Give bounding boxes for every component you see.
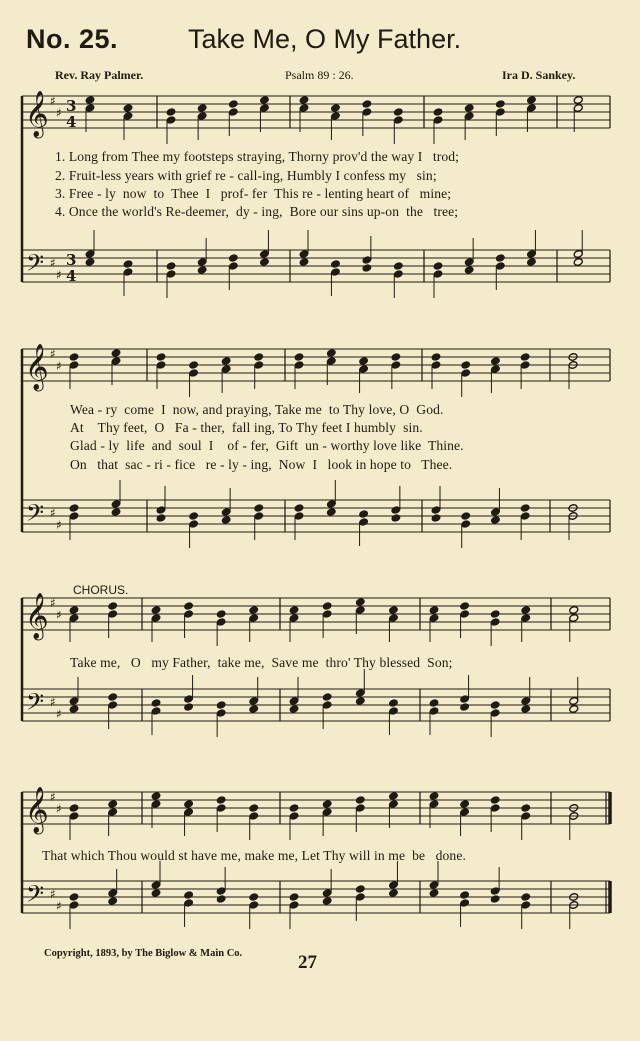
- note-head: [429, 699, 439, 708]
- note-head: [495, 254, 505, 263]
- note-head: [294, 353, 304, 362]
- note-head: [355, 598, 365, 607]
- note-head: [569, 705, 579, 714]
- treble-clef-icon: 𝄞: [25, 91, 49, 137]
- note-head: [490, 796, 500, 805]
- note-head: [123, 104, 133, 113]
- sharp-icon: ♯: [56, 268, 62, 282]
- note-head: [111, 508, 121, 517]
- time-signature: 3: [66, 251, 77, 269]
- note-head: [216, 610, 226, 619]
- note-head: [393, 262, 403, 271]
- sharp-icon: ♯: [56, 608, 62, 622]
- lyric-line: Wea - ry come I now, and praying, Take me to Thy love, O God.: [70, 402, 444, 417]
- lyric-line: 4. Once the world's Re-deemer, dy - ing, Bore our sins up-on the tree;: [55, 204, 459, 219]
- note-head: [461, 512, 471, 521]
- note-head: [85, 96, 95, 105]
- note-head: [151, 889, 161, 898]
- note-head: [388, 606, 398, 615]
- hymn-title: Take Me, O My Father.: [188, 24, 462, 54]
- note-head: [433, 108, 443, 117]
- note-head: [228, 100, 238, 109]
- note-head: [521, 606, 531, 615]
- note-head: [166, 262, 176, 271]
- note-head: [490, 357, 500, 366]
- sharp-icon: ♯: [50, 695, 56, 709]
- copyright-notice: Copyright, 1893, by The Biglow & Main Co.: [44, 948, 243, 959]
- note-head: [156, 514, 166, 523]
- time-signature: 3: [66, 97, 77, 115]
- bass-clef-icon: 𝄢: [26, 499, 45, 532]
- note-head: [573, 258, 583, 267]
- note-head: [429, 792, 439, 801]
- note-head: [359, 510, 369, 519]
- lyric-line: 1. Long from Thee my footsteps straying, Thorny prov'd the way I trod;: [55, 149, 460, 164]
- note-head: [388, 889, 398, 898]
- note-head: [355, 885, 365, 894]
- note-head: [228, 254, 238, 263]
- note-head: [569, 606, 579, 615]
- note-head: [330, 104, 340, 113]
- note-head: [521, 705, 531, 714]
- lyric-line: Take me, O my Father, take me, Save me thro' Thy blessed Son;: [70, 655, 453, 670]
- note-head: [254, 353, 264, 362]
- sharp-icon: ♯: [50, 347, 56, 361]
- treble-clef-icon: 𝄞: [25, 344, 49, 390]
- note-head: [108, 800, 118, 809]
- note-head: [189, 512, 199, 521]
- sharp-icon: ♯: [56, 802, 62, 816]
- note-head: [322, 800, 332, 809]
- note-head: [429, 889, 439, 898]
- lyric-line: Glad - ly life and soul I of - fer, Gift un - worthy love like Thine.: [70, 438, 464, 453]
- sharp-icon: ♯: [50, 790, 56, 804]
- time-signature: 4: [66, 113, 77, 131]
- note-head: [431, 353, 441, 362]
- note-head: [249, 893, 259, 902]
- note-head: [393, 108, 403, 117]
- note-head: [123, 260, 133, 269]
- note-head: [322, 693, 332, 702]
- note-head: [259, 258, 269, 267]
- note-head: [521, 804, 531, 813]
- note-head: [521, 893, 531, 902]
- note-head: [322, 602, 332, 611]
- note-head: [69, 606, 79, 615]
- hymn-number: No. 25.: [26, 24, 119, 54]
- note-head: [166, 108, 176, 117]
- note-head: [391, 353, 401, 362]
- note-head: [184, 703, 194, 712]
- bass-clef-icon: 𝄢: [26, 880, 45, 913]
- note-head: [216, 796, 226, 805]
- note-head: [464, 266, 474, 275]
- note-head: [151, 699, 161, 708]
- note-head: [249, 804, 259, 813]
- note-head: [461, 361, 471, 370]
- chorus-label: CHORUS.: [73, 583, 129, 597]
- time-signature: 4: [66, 267, 77, 285]
- sharp-icon: ♯: [50, 887, 56, 901]
- bass-clef-icon: 𝄢: [26, 249, 45, 282]
- note-head: [156, 353, 166, 362]
- note-head: [490, 610, 500, 619]
- note-head: [221, 516, 231, 525]
- note-head: [388, 792, 398, 801]
- note-head: [216, 895, 226, 904]
- note-head: [362, 264, 372, 273]
- note-head: [289, 804, 299, 813]
- lyric-line: 3. Free - ly now to Thee I prof- fer This re - lenting heart of mine;: [55, 186, 452, 201]
- note-head: [431, 514, 441, 523]
- lyric-line: On that sac - ri - fice re - ly - ing, Now I look in hope to Thee.: [70, 457, 453, 472]
- author-credit: Rev. Ray Palmer.: [55, 68, 144, 82]
- note-head: [294, 504, 304, 513]
- note-head: [322, 897, 332, 906]
- note-head: [526, 96, 536, 105]
- treble-clef-icon: 𝄞: [25, 787, 49, 833]
- note-head: [326, 349, 336, 358]
- note-head: [184, 891, 194, 900]
- sharp-icon: ♯: [50, 256, 56, 270]
- note-head: [216, 701, 226, 710]
- note-head: [460, 800, 470, 809]
- note-head: [464, 104, 474, 113]
- note-head: [460, 602, 470, 611]
- note-head: [197, 266, 207, 275]
- page-number: 27: [298, 952, 317, 973]
- note-head: [490, 516, 500, 525]
- note-head: [69, 353, 79, 362]
- note-head: [289, 705, 299, 714]
- treble-clef-icon: 𝄞: [25, 593, 49, 639]
- note-head: [391, 514, 401, 523]
- note-head: [259, 96, 269, 105]
- lyric-line: That which Thou would st have me, make me, Let Thy will in me be done.: [42, 848, 466, 863]
- sharp-icon: ♯: [50, 596, 56, 610]
- composer-credit: Ira D. Sankey.: [502, 68, 576, 82]
- sharp-icon: ♯: [50, 506, 56, 520]
- bass-clef-icon: 𝄢: [26, 688, 45, 721]
- note-head: [520, 353, 530, 362]
- note-head: [249, 606, 259, 615]
- note-head: [388, 699, 398, 708]
- note-head: [460, 891, 470, 900]
- sharp-icon: ♯: [50, 94, 56, 108]
- note-head: [460, 703, 470, 712]
- note-head: [189, 361, 199, 370]
- note-head: [326, 508, 336, 517]
- note-head: [108, 693, 118, 702]
- note-head: [355, 796, 365, 805]
- note-head: [85, 258, 95, 267]
- lyric-line: 2. Fruit-less years with grief re - call-ing, Humbly I confess my sin;: [55, 168, 437, 183]
- note-head: [526, 258, 536, 267]
- note-head: [151, 792, 161, 801]
- note-head: [429, 606, 439, 615]
- note-head: [573, 96, 583, 105]
- note-head: [111, 349, 121, 358]
- note-head: [197, 104, 207, 113]
- note-head: [184, 602, 194, 611]
- note-head: [69, 705, 79, 714]
- note-head: [520, 504, 530, 513]
- lyric-line: At Thy feet, O Fa - ther, fall ing, To Thy feet I humbly sin.: [70, 420, 423, 435]
- sharp-icon: ♯: [56, 359, 62, 373]
- note-head: [289, 606, 299, 615]
- note-head: [299, 258, 309, 267]
- note-head: [330, 260, 340, 269]
- sharp-icon: ♯: [56, 106, 62, 120]
- note-head: [184, 800, 194, 809]
- note-head: [495, 100, 505, 109]
- note-head: [490, 895, 500, 904]
- note-head: [151, 606, 161, 615]
- note-head: [299, 96, 309, 105]
- note-head: [108, 602, 118, 611]
- note-head: [249, 705, 259, 714]
- note-head: [69, 893, 79, 902]
- note-head: [69, 804, 79, 813]
- note-head: [362, 100, 372, 109]
- note-head: [490, 701, 500, 710]
- note-head: [355, 697, 365, 706]
- scripture-reference: Psalm 89 : 26.: [285, 68, 354, 82]
- note-head: [108, 897, 118, 906]
- sharp-icon: ♯: [56, 707, 62, 721]
- note-head: [359, 357, 369, 366]
- note-head: [221, 357, 231, 366]
- note-head: [69, 504, 79, 513]
- note-head: [254, 504, 264, 513]
- sharp-icon: ♯: [56, 899, 62, 913]
- note-head: [289, 893, 299, 902]
- sharp-icon: ♯: [56, 518, 62, 532]
- note-head: [433, 262, 443, 271]
